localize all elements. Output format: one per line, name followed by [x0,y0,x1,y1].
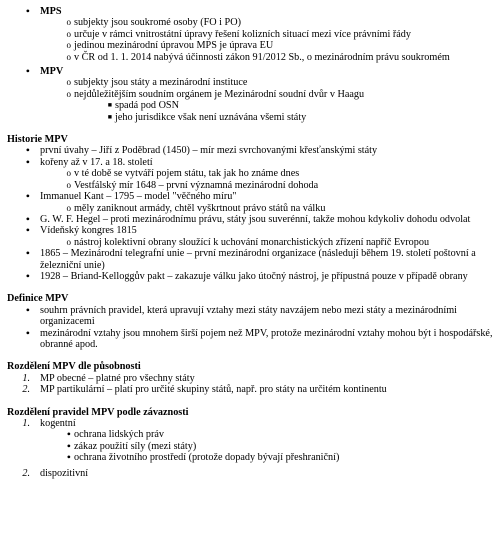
circle-bullet-icon: o [66,77,71,88]
history-subitem: nástroj kolektivní obrany sloužící k uchování monarchistických zřízení napříč Evropou [74,236,430,248]
mps-item: subjekty jsou soukromé osoby (FO i PO) [74,17,241,29]
history-section [0,134,502,282]
spacer [0,123,502,134]
binding-item: kogentní [40,418,76,429]
circle-bullet-icon: o [66,51,71,62]
history-subitem: v té době se vytváří pojem státu, tak jak ho známe dnes [74,168,300,180]
mpv-title: MPV [40,66,64,78]
spacer [0,396,502,407]
bullet-icon: • [25,64,30,79]
list-item [0,100,502,111]
section-heading: Rozdělení pravidel MPV podle závaznosti [7,406,189,418]
spacer [0,282,502,293]
square-bullet-icon: ■ [107,101,112,110]
bullet-icon: • [25,246,30,261]
circle-bullet-icon: o [66,168,71,179]
list-item [0,17,502,28]
bullet-icon: • [25,223,30,238]
list-item [0,154,502,169]
definition-item: souhrn právních pravidel, která upravují vztahy mezi státy navzájem nebo mezi státy a mezinárodními organizacemi [40,304,457,328]
circle-bullet-icon: o [66,40,71,51]
circle-bullet-icon: o [66,28,71,39]
mpv-item: nejdůležitějším soudním orgánem je Mezinárodní soudní dvůr v Haagu [74,88,365,100]
mps-title: MPS [40,6,62,17]
list-item [0,438,502,453]
list-item [0,29,502,40]
list-number: 2. [22,384,30,396]
binding-subitem: zákaz použití síly (mezi státy) [74,440,197,452]
list-item [0,429,502,440]
list-item [0,373,502,384]
history-item: Immanuel Kant – 1795 – model "věčného míru" [40,191,237,203]
bullet-icon: • [66,438,71,453]
history-subitem: Vestfálský mír 1648 – první významná mezinárodní dohoda [74,179,319,191]
bullet-icon: • [25,189,30,204]
list-item [0,203,502,214]
circle-bullet-icon: o [66,17,71,28]
list-item [0,211,502,226]
bullet-icon: • [25,302,30,317]
bullet-icon: • [66,427,71,442]
history-item: první úvahy – Jiří z Poděbrad (1450) – mír mezi svrchovanými křesťanskými státy [40,145,378,157]
bullet-icon: • [25,211,30,226]
history-item: 1928 – Briand-Kelloggův pakt – zakazuje válku jako útočný nástroj, je přípustná pouze v případě obrany [40,270,468,282]
section-heading: Definice MPV [7,293,69,305]
bullet-icon: • [25,268,30,283]
section-heading: Historie MPV [7,134,68,146]
mps-item: určuje v rámci vnitrostátní úpravy řešení kolizních situací mezi více právními řády [74,28,411,40]
bullet-icon: • [25,4,30,18]
bullet-icon: • [25,154,30,169]
list-item [0,168,502,179]
list-item [0,302,502,328]
circle-bullet-icon: o [66,202,71,213]
binding-subitem: ochrana lidských práv [74,429,164,441]
list-item-mps [0,6,502,17]
list-number: 1. [22,418,30,429]
binding-division-section [0,407,502,479]
list-item [0,418,502,429]
list-number: 1. [22,372,30,384]
list-item [0,452,502,463]
bullet-icon: • [25,143,30,158]
list-item [0,468,502,479]
circle-bullet-icon: o [66,179,71,190]
list-item [0,325,502,351]
list-item [0,225,502,236]
history-subitem: měly zaniknout armády, chtěl vyškrtnout právo států na válku [74,202,326,214]
history-item: kořeny až v 17. a 18. století [40,156,153,168]
history-item: G. W. F. Hegel – proti mezinárodnímu právu, státy jsou suverénní, takže mohou kdykoliv dohodu odvolat [40,213,471,225]
list-number: 2. [22,467,30,479]
binding-subitem: ochrana životního prostředí (protože dopady bývají přeshraniční) [74,452,340,464]
bullet-icon: • [25,325,30,340]
definition-item: mezinárodní vztahy jsou mnohem širší pojem než MPV, protože mezinárodní vztahy mohou být i hospodářské, obranné apod. [40,327,493,350]
list-item [0,248,502,271]
circle-bullet-icon: o [66,236,71,247]
mpv-subitem: jeho jurisdikce však není uznávána všemi státy [115,111,307,123]
list-item [0,89,502,100]
history-item: Vídeňský kongres 1815 [40,225,137,237]
mps-item: v ČR od 1. 1. 2014 nabývá účinnosti zákon 91/2012 Sb., o mezinárodním právu soukromém [74,51,450,63]
circle-bullet-icon: o [66,88,71,99]
scope-item: MP partikulární – platí pro určité skupiny států, např. pro státy na určitém kontinentu [40,384,387,396]
list-item [0,268,502,283]
list-item [0,40,502,51]
intro-outline [0,0,502,123]
scope-item: MP obecné – platné pro všechny státy [40,372,195,384]
section-heading: Rozdělení MPV dle působnosti [7,361,141,373]
square-bullet-icon: ■ [107,112,112,121]
list-item [0,237,502,248]
bullet-icon: • [66,450,71,465]
binding-item: dispozitivní [40,467,89,479]
list-item [0,191,502,202]
history-item: 1865 – Mezinárodní telegrafní unie – první mezinárodní organizace (následují během 19. století poštovní a železniční unie) [40,248,476,271]
list-item-mpv [0,66,502,77]
mpv-subitem: spadá pod OSN [115,100,179,112]
list-item [0,180,502,191]
mps-item: jedinou mezinárodní úpravou MPS je úprava EU [74,40,274,52]
list-item [0,145,502,156]
spacer [0,350,502,361]
list-item [0,384,502,395]
mpv-item: subjekty jsou státy a mezinárodní instituce [74,77,248,89]
list-item [0,112,502,123]
definition-section [0,293,502,350]
list-item [0,52,502,63]
list-item [0,77,502,88]
scope-division-section [0,361,502,395]
